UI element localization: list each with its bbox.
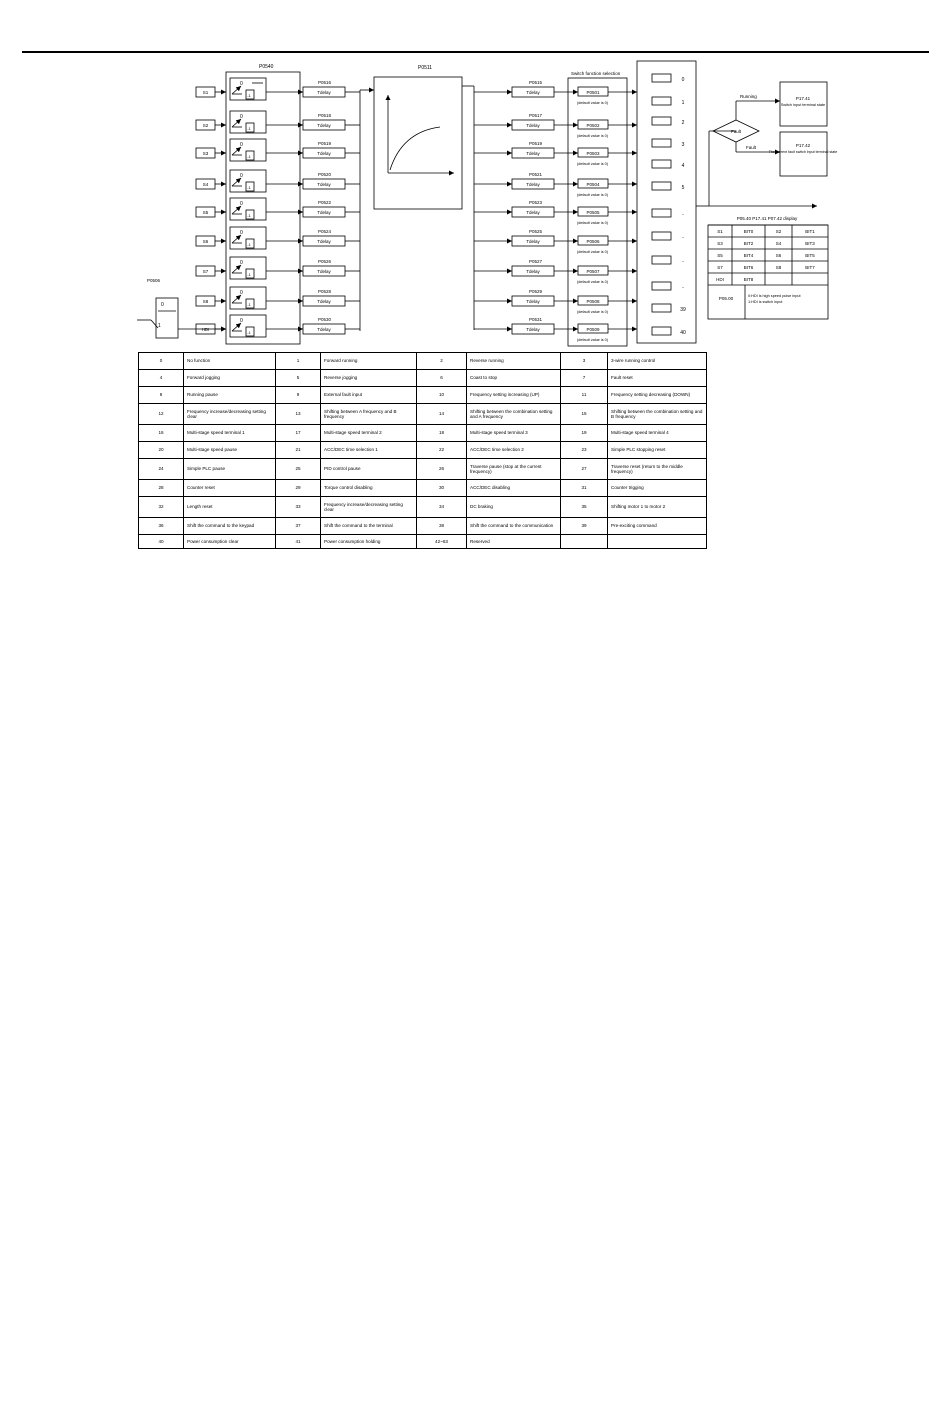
function-code: 19 xyxy=(561,425,608,442)
off-delay-param: P0519 xyxy=(529,141,543,146)
switch-param-p0507: P0507 xyxy=(586,269,600,274)
function-description: Shifting between the combination setting and A frequency xyxy=(467,404,561,425)
display-table-cell: BIT8 xyxy=(743,277,754,282)
function-code: 8 xyxy=(139,387,184,404)
p0506-value-1: 1 xyxy=(158,323,161,329)
function-description: PID control pause xyxy=(321,459,417,480)
function-description: Reverse jogging xyxy=(321,370,417,387)
p0540-label: P0540 xyxy=(259,64,274,70)
function-code: 9 xyxy=(276,387,321,404)
on-delay-param: P0526 xyxy=(318,259,332,264)
p1741-title: P17.41 xyxy=(795,96,811,101)
function-slot-block xyxy=(637,61,696,343)
display-table-cell: S8 xyxy=(775,265,782,270)
running-label: Running xyxy=(740,94,757,99)
function-table-row xyxy=(139,459,707,480)
toggle-switch xyxy=(232,178,241,186)
function-description: Multi-stage speed terminal 3 xyxy=(467,425,561,442)
switch-param-p0503: P0503 xyxy=(586,151,600,156)
input-label-s4: S4 xyxy=(202,182,209,187)
function-code: 11 xyxy=(561,387,608,404)
function-code: 35 xyxy=(561,497,608,518)
function-description: Shifting between the combination setting and B frequency xyxy=(608,404,707,425)
display-table-cell: S3 xyxy=(717,241,723,246)
function-description: Traverse pause (stop at the current frequency) xyxy=(467,459,561,480)
function-code: 33 xyxy=(276,497,321,518)
function-code: 3 xyxy=(561,353,608,370)
function-description: Reserved xyxy=(467,535,561,549)
off-delay-param: P0523 xyxy=(529,200,543,205)
function-description: Traverse reset (return to the middle frequency) xyxy=(608,459,707,480)
toggle-switch xyxy=(232,323,241,331)
fault-label: Fault xyxy=(746,145,757,150)
function-slot xyxy=(652,209,671,217)
display-table xyxy=(708,225,828,319)
p0511-block xyxy=(374,77,462,209)
function-code: 24 xyxy=(139,459,184,480)
function-code: 42~63 xyxy=(417,535,467,549)
display-table-cell: BIT5 xyxy=(805,253,815,258)
function-slot-label: 2 xyxy=(681,120,685,126)
function-description: Pre-exciting command xyxy=(608,518,707,535)
p0506-switch-arm xyxy=(151,320,158,328)
terminal-input-diagram xyxy=(0,0,950,350)
function-slot-label: 3 xyxy=(681,142,685,148)
off-delay-label: Tdelay xyxy=(526,210,540,215)
function-code: 15 xyxy=(561,404,608,425)
display-table-cell: S1 xyxy=(717,229,723,234)
function-code: 5 xyxy=(276,370,321,387)
function-code: 30 xyxy=(417,480,467,497)
display-table-p0500-note: 1:HDI is switch input xyxy=(748,300,783,304)
function-slot xyxy=(652,232,671,240)
function-code: 1 xyxy=(276,353,321,370)
display-table-cell: S6 xyxy=(775,253,782,258)
toggle-switch xyxy=(232,235,241,243)
function-description: No function xyxy=(184,353,276,370)
switch-param-p0509: P0509 xyxy=(586,327,600,332)
on-delay-param: P0522 xyxy=(318,200,332,205)
input-label-s7: S7 xyxy=(202,269,209,274)
function-description: Frequency increase/decreasing setting clear xyxy=(184,404,276,425)
function-code: 23 xyxy=(561,442,608,459)
display-table-cell: BIT3 xyxy=(805,241,815,246)
p0511-label: P0511 xyxy=(418,65,433,71)
function-description: Shift the command to the terminal xyxy=(321,518,417,535)
switch-param-p0504: P0504 xyxy=(586,182,600,187)
function-description: Frequency setting increasing (UP) xyxy=(467,387,561,404)
invert-label: -1 xyxy=(247,154,251,159)
switch-title: Switch function selection xyxy=(571,71,621,76)
function-table-row xyxy=(139,370,707,387)
on-delay-label: Tdelay xyxy=(317,299,331,304)
p0506-value-0: 0 xyxy=(161,302,164,308)
function-table-row xyxy=(139,425,707,442)
toggle-switch xyxy=(232,295,241,303)
function-slot-label: 39 xyxy=(680,307,686,313)
function-slot xyxy=(652,282,671,290)
function-description: Forward jogging xyxy=(184,370,276,387)
on-delay-label: Tdelay xyxy=(317,90,331,95)
invert-label: -1 xyxy=(247,330,251,335)
function-slot xyxy=(652,304,671,312)
display-table-cell: BIT7 xyxy=(805,265,815,270)
function-code: 22 xyxy=(417,442,467,459)
function-slot-label: 4 xyxy=(681,163,685,169)
function-table-row xyxy=(139,404,707,425)
toggle-zero: 0 xyxy=(240,142,243,148)
function-description xyxy=(608,535,707,549)
function-code: 38 xyxy=(417,518,467,535)
function-description: Reverse running xyxy=(467,353,561,370)
function-description: Shift the command to the keypad xyxy=(184,518,276,535)
function-table-row xyxy=(139,518,707,535)
function-table-row xyxy=(139,480,707,497)
off-delay-param: P0521 xyxy=(529,172,543,177)
input-label-s2: S2 xyxy=(202,123,209,128)
function-code: 27 xyxy=(561,459,608,480)
off-delay-label: Tdelay xyxy=(526,299,540,304)
off-delay-label: Tdelay xyxy=(526,123,540,128)
invert-label: -1 xyxy=(247,302,251,307)
function-description: DC braking xyxy=(467,497,561,518)
function-description: Counter reset xyxy=(184,480,276,497)
function-description: Simple PLC stopping reset xyxy=(608,442,707,459)
function-table-row xyxy=(139,535,707,549)
input-label-s5: S5 xyxy=(202,210,209,215)
function-code: 41 xyxy=(276,535,321,549)
function-code: 18 xyxy=(417,425,467,442)
function-code: 20 xyxy=(139,442,184,459)
function-code: 13 xyxy=(276,404,321,425)
function-description: Forward running xyxy=(321,353,417,370)
toggle-zero: 0 xyxy=(240,290,243,296)
display-table-cell: BIT0 xyxy=(743,229,754,234)
off-delay-label: Tdelay xyxy=(526,239,540,244)
default-value-note: (default value is 0) xyxy=(577,280,609,284)
toggle-switch xyxy=(232,265,241,273)
function-slot-label: - xyxy=(682,285,684,291)
function-code: 16 xyxy=(139,425,184,442)
function-description: Power consumption clear xyxy=(184,535,276,549)
function-slot xyxy=(652,74,671,82)
function-description: Simple PLC pause xyxy=(184,459,276,480)
toggle-zero: 0 xyxy=(240,81,243,87)
function-description: Multi-stage speed terminal 2 xyxy=(321,425,417,442)
display-table-title: P05.40 P17.41 P07.42 display xyxy=(736,216,798,221)
function-slot-label: 1 xyxy=(681,100,685,106)
switch-param-p0506: P0506 xyxy=(586,239,600,244)
off-delay-param: P0517 xyxy=(529,113,543,118)
off-delay-param: P0531 xyxy=(529,317,543,322)
function-description: ACC/DEC disabling xyxy=(467,480,561,497)
display-table-cell: S2 xyxy=(775,229,782,234)
switch-param-p0502: P0502 xyxy=(586,123,600,128)
function-slot xyxy=(652,182,671,190)
display-table-cell: BIT2 xyxy=(743,241,754,246)
off-delay-param: P0515 xyxy=(529,80,543,85)
invert-label: -1 xyxy=(247,213,251,218)
display-table-cell: BIT4 xyxy=(743,253,754,258)
function-description: Counter trigging xyxy=(608,480,707,497)
off-delay-label: Tdelay xyxy=(526,182,540,187)
off-delay-param: P0525 xyxy=(529,229,543,234)
on-delay-param: P0528 xyxy=(318,289,332,294)
p1741-text: Switch input terminal state xyxy=(780,103,826,107)
input-label-s8: S8 xyxy=(202,299,209,304)
function-description: Shifting motor 1 to motor 2 xyxy=(608,497,707,518)
on-delay-param: P0520 xyxy=(318,172,332,177)
function-code-table xyxy=(138,352,707,549)
toggle-switch xyxy=(232,119,241,127)
function-code: 31 xyxy=(561,480,608,497)
on-delay-label: Tdelay xyxy=(317,182,331,187)
function-code: 34 xyxy=(417,497,467,518)
display-table-p0500-note: 0:HDI is high speed pulse input xyxy=(748,294,801,298)
display-table-cell: HDI xyxy=(716,277,724,282)
p0506-label: P0506 xyxy=(147,278,161,283)
function-code: 7 xyxy=(561,370,608,387)
function-code: 39 xyxy=(561,518,608,535)
function-code: 28 xyxy=(139,480,184,497)
function-slot-label: - xyxy=(682,235,684,241)
function-slot-label: 0 xyxy=(681,77,685,83)
display-table-cell: S5 xyxy=(717,253,723,258)
function-description: Shifting between A frequency and B frequency xyxy=(321,404,417,425)
default-value-note: (default value is 0) xyxy=(577,193,609,197)
default-value-note: (default value is 0) xyxy=(577,162,609,166)
function-code: 14 xyxy=(417,404,467,425)
function-description: 3-wire running control xyxy=(608,353,707,370)
function-slot xyxy=(652,97,671,105)
function-slot xyxy=(652,160,671,168)
on-delay-label: Tdelay xyxy=(317,210,331,215)
p1742-title: P17.42 xyxy=(795,143,811,148)
p1742-box xyxy=(780,132,827,176)
on-delay-label: Tdelay xyxy=(317,239,331,244)
display-table-cell: S4 xyxy=(775,241,782,246)
function-code: 25 xyxy=(276,459,321,480)
function-description: ACC/DEC time selection 1 xyxy=(321,442,417,459)
switch-param-p0508: P0508 xyxy=(586,299,600,304)
invert-label: -1 xyxy=(247,272,251,277)
function-slot-label: 40 xyxy=(680,330,686,336)
toggle-zero: 0 xyxy=(240,230,243,236)
default-value-note: (default value is 0) xyxy=(577,134,609,138)
function-slot-label: - xyxy=(682,259,684,265)
input-label-s3: S3 xyxy=(202,151,209,156)
default-value-note: (default value is 0) xyxy=(577,250,609,254)
function-code xyxy=(561,535,608,549)
function-description: Coast to stop xyxy=(467,370,561,387)
function-code: 21 xyxy=(276,442,321,459)
toggle-switch xyxy=(232,206,241,214)
switch-param-p0501: P0501 xyxy=(586,90,600,95)
function-slot xyxy=(652,327,671,335)
toggle-zero: 0 xyxy=(240,114,243,120)
function-description: Shift the command to the communication xyxy=(467,518,561,535)
on-delay-param: P0518 xyxy=(318,113,332,118)
response-curve xyxy=(390,127,440,170)
function-slot-label: - xyxy=(682,212,684,218)
input-label-s6: S6 xyxy=(202,239,209,244)
off-delay-label: Tdelay xyxy=(526,269,540,274)
function-code: 0 xyxy=(139,353,184,370)
toggle-switch xyxy=(232,147,241,155)
function-slot xyxy=(652,256,671,264)
display-table-cell: S7 xyxy=(717,265,723,270)
display-table-p0500-label: P05.00 xyxy=(718,296,734,301)
invert-label: -1 xyxy=(247,185,251,190)
function-description: External fault input xyxy=(321,387,417,404)
function-code: 26 xyxy=(417,459,467,480)
on-delay-param: P0516 xyxy=(318,80,332,85)
toggle-switch xyxy=(232,86,241,94)
fault-decision-label: Fault xyxy=(730,129,742,134)
function-code: 10 xyxy=(417,387,467,404)
off-delay-label: Tdelay xyxy=(526,327,540,332)
default-value-note: (default value is 0) xyxy=(577,338,609,342)
invert-label: -1 xyxy=(247,93,251,98)
p0506-box xyxy=(156,298,178,338)
function-table-row xyxy=(139,387,707,404)
function-description: ACC/DEC time selection 2 xyxy=(467,442,561,459)
function-description: Multi-stage speed pause xyxy=(184,442,276,459)
function-description: Frequency setting decreasing (DOWN) xyxy=(608,387,707,404)
function-description: Multi-stage speed terminal 1 xyxy=(184,425,276,442)
input-label-hdi: HDI xyxy=(201,327,210,332)
function-code: 4 xyxy=(139,370,184,387)
invert-label: -1 xyxy=(247,242,251,247)
off-delay-param: P0527 xyxy=(529,259,543,264)
function-code: 36 xyxy=(139,518,184,535)
on-delay-label: Tdelay xyxy=(317,269,331,274)
function-description: Running pause xyxy=(184,387,276,404)
function-code: 6 xyxy=(417,370,467,387)
function-code: 40 xyxy=(139,535,184,549)
on-delay-label: Tdelay xyxy=(317,123,331,128)
p1742-text: The current fault switch input terminal state xyxy=(768,150,838,154)
function-slot xyxy=(652,117,671,125)
off-delay-param: P0529 xyxy=(529,289,543,294)
off-delay-label: Tdelay xyxy=(526,90,540,95)
toggle-zero: 0 xyxy=(240,260,243,266)
default-value-note: (default value is 0) xyxy=(577,101,609,105)
toggle-zero: 0 xyxy=(240,318,243,324)
switch-param-p0505: P0505 xyxy=(586,210,600,215)
on-delay-param: P0519 xyxy=(318,141,332,146)
function-description: Fault reset xyxy=(608,370,707,387)
display-table-cell: BIT6 xyxy=(743,265,754,270)
input-label-s1: S1 xyxy=(202,90,209,95)
on-delay-param: P0530 xyxy=(318,317,332,322)
function-code: 32 xyxy=(139,497,184,518)
function-description: Torque control disabling xyxy=(321,480,417,497)
on-delay-label: Tdelay xyxy=(317,151,331,156)
function-table-row xyxy=(139,497,707,518)
function-slot xyxy=(652,139,671,147)
function-code: 2 xyxy=(417,353,467,370)
function-code: 37 xyxy=(276,518,321,535)
toggle-zero: 0 xyxy=(240,201,243,207)
default-value-note: (default value is 0) xyxy=(577,310,609,314)
display-table-cell: BIT1 xyxy=(805,229,815,234)
function-description: Length reset xyxy=(184,497,276,518)
function-code: 29 xyxy=(276,480,321,497)
function-description: Power consumption holding xyxy=(321,535,417,549)
function-code: 12 xyxy=(139,404,184,425)
function-table-row xyxy=(139,353,707,370)
function-description: Frequency increase/decreasing setting clear xyxy=(321,497,417,518)
off-delay-label: Tdelay xyxy=(526,151,540,156)
function-description: Multi-stage speed terminal 4 xyxy=(608,425,707,442)
function-code: 17 xyxy=(276,425,321,442)
invert-label: -1 xyxy=(247,126,251,131)
default-value-note: (default value is 0) xyxy=(577,221,609,225)
on-delay-label: Tdelay xyxy=(317,327,331,332)
toggle-zero: 0 xyxy=(240,173,243,179)
function-table-row xyxy=(139,442,707,459)
function-slot-label: 5 xyxy=(681,185,685,191)
on-delay-param: P0524 xyxy=(318,229,332,234)
